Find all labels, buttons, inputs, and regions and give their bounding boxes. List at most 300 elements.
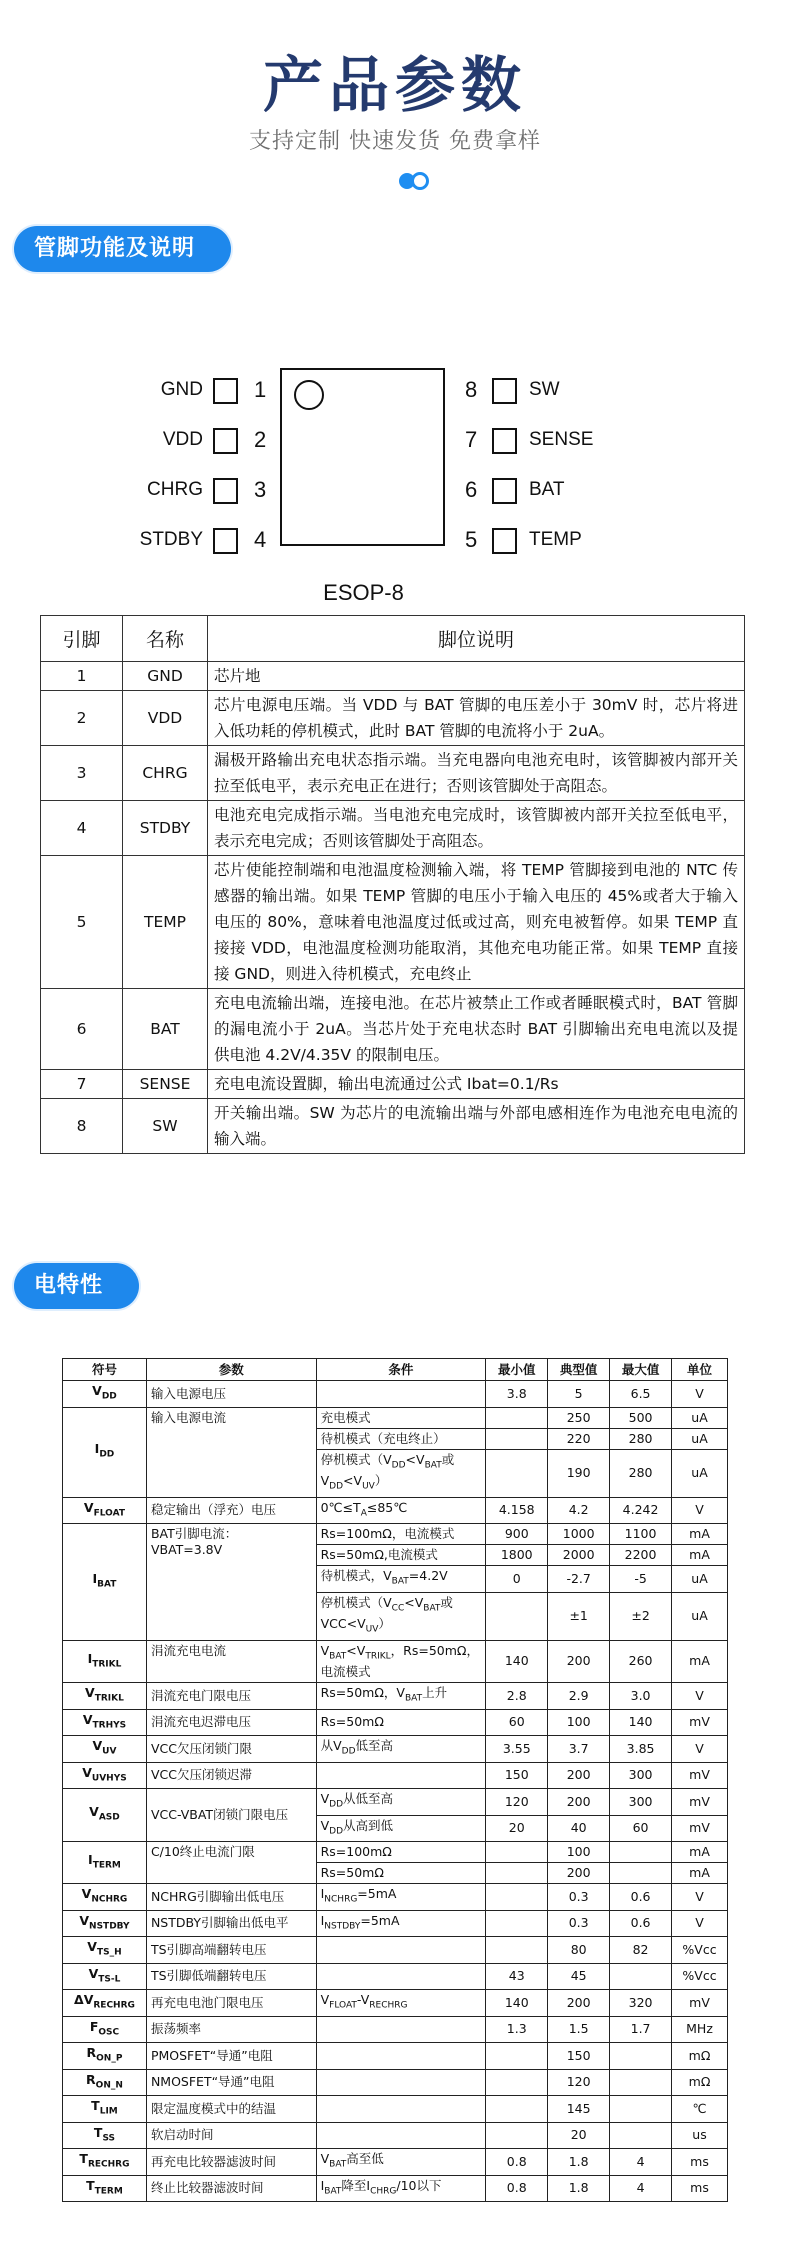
pinout-diagram (0, 350, 790, 620)
min-cell: 0.8 (486, 2149, 548, 2176)
max-cell: 300 (610, 1762, 672, 1789)
cond-cell: $0℃\le T_A\le 85℃$ (316, 1497, 486, 1524)
param-cell: 振荡频率 (146, 2016, 316, 2043)
min-cell: 900 (486, 1524, 548, 1545)
cond-cell (316, 2096, 486, 2123)
cond-cell (316, 1762, 486, 1789)
param-cell: 再充电比较器滤波时间 (146, 2149, 316, 2176)
max-cell: 4 (610, 2175, 672, 2202)
typ-cell: 200 (548, 1640, 610, 1683)
param-cell: VCC欠压闭锁门限 (146, 1736, 316, 1763)
typ-cell: 2.9 (548, 1683, 610, 1710)
param-cell: 终止比较器滤波时间 (146, 2175, 316, 2202)
unit-cell: V (672, 1497, 728, 1524)
table-row (63, 2069, 728, 2096)
pin-name-cell: STDBY (123, 801, 208, 856)
typ-cell: 1.8 (548, 2175, 610, 2202)
unit-cell: %Vcc (672, 1963, 728, 1990)
param-cell: 输入电源电压 (146, 1381, 316, 1408)
max-cell (610, 1842, 672, 1863)
typ-cell: 100 (548, 1709, 610, 1736)
unit-cell: V (672, 1736, 728, 1763)
min-cell (486, 1592, 548, 1640)
cond-cell (316, 1381, 486, 1408)
param-cell: NCHRG引脚输出低电压 (146, 1884, 316, 1911)
min-cell: 150 (486, 1762, 548, 1789)
unit-cell: mA (672, 1545, 728, 1566)
max-cell: 300 (610, 1789, 672, 1816)
min-cell: 1.3 (486, 2016, 548, 2043)
param-cell: NMOSFET“导通”电阻 (146, 2069, 316, 2096)
min-cell: 3.55 (486, 1736, 548, 1763)
max-cell (610, 2043, 672, 2070)
unit-cell: V (672, 1381, 728, 1408)
table-row (63, 1990, 728, 2017)
pin-desc-cell: 芯片地 (208, 662, 745, 691)
pin-number-cell: 1 (41, 662, 123, 691)
pin-name-cell: CHRG (123, 746, 208, 801)
cond-cell (316, 1963, 486, 1990)
unit-cell: us (672, 2122, 728, 2149)
typ-cell: 2000 (548, 1545, 610, 1566)
max-cell (610, 2069, 672, 2096)
param-cell: 输入电源电流 (146, 1407, 316, 1497)
table-row (63, 1963, 728, 1990)
param-cell: C/10终止电流门限 (146, 1842, 316, 1884)
cond-cell: $I_{BAT}$降至$I_{CHRG}/10$以下 (316, 2175, 486, 2202)
cond-cell: 从$V_{DD}$低至高 (316, 1736, 486, 1763)
typ-cell: 4.2 (548, 1497, 610, 1524)
header-max: 最大值 (610, 1359, 672, 1381)
cond-cell: 充电模式 (316, 1407, 486, 1428)
table-row (41, 801, 745, 856)
unit-cell: V (672, 1910, 728, 1937)
pin-number-cell: 7 (41, 1070, 123, 1099)
typ-cell: 40 (548, 1815, 610, 1842)
max-cell: 2200 (610, 1545, 672, 1566)
pin-name: BAT (529, 479, 565, 500)
cond-cell: $V_{BAT}<V_{TRIKL}$，Rs=50mΩ，电流模式 (316, 1640, 486, 1683)
pin-number: 4 (254, 527, 267, 552)
unit-cell: mV (672, 1815, 728, 1842)
max-cell: 3.0 (610, 1683, 672, 1710)
pin-name: SENSE (529, 429, 594, 450)
pin-left-3 (0, 478, 280, 506)
min-cell: 0.8 (486, 2175, 548, 2202)
pin-right-6 (445, 478, 790, 506)
pin-lead (492, 528, 517, 554)
min-cell (486, 2043, 548, 2070)
table-row (63, 1683, 728, 1710)
typ-cell: 145 (548, 2096, 610, 2123)
pin-number: 2 (254, 427, 267, 452)
pin-name: TEMP (529, 529, 582, 550)
min-cell: 43 (486, 1963, 548, 1990)
symbol-cell: $\Delta V_{RECHRG}$ (63, 1990, 147, 2017)
electrical-characteristics-table (62, 1358, 728, 2202)
typ-cell: 200 (548, 1863, 610, 1884)
min-cell: 1800 (486, 1545, 548, 1566)
decorative-dots-icon (399, 172, 433, 190)
table-row (63, 1842, 728, 1863)
cond-cell (316, 2043, 486, 2070)
symbol-cell: $I_{BAT}$ (63, 1524, 147, 1641)
max-cell: 3.85 (610, 1736, 672, 1763)
symbol-cell: $T_{SS}$ (63, 2122, 147, 2149)
unit-cell: uA (672, 1428, 728, 1449)
pin-number-cell: 6 (41, 989, 123, 1070)
typ-cell: 1.8 (548, 2149, 610, 2176)
min-cell (486, 2096, 548, 2123)
header-condition: 条件 (316, 1359, 486, 1381)
pin-right-8 (445, 378, 790, 406)
max-cell: 0.6 (610, 1884, 672, 1911)
param-cell: VCC欠压闭锁迟滞 (146, 1762, 316, 1789)
typ-cell: 220 (548, 1428, 610, 1449)
table-row (63, 1884, 728, 1911)
pin-name: CHRG (147, 479, 203, 500)
typ-cell: 20 (548, 2122, 610, 2149)
min-cell (486, 1842, 548, 1863)
pin-name: VDD (162, 429, 203, 450)
table-row (41, 1099, 745, 1154)
cond-cell: Rs=50mΩ，$V_{BAT}$上升 (316, 1683, 486, 1710)
unit-cell: mV (672, 1990, 728, 2017)
symbol-cell: $R_{ON\_P}$ (63, 2043, 147, 2070)
cond-cell (316, 2016, 486, 2043)
unit-cell: ℃ (672, 2096, 728, 2123)
max-cell: 60 (610, 1815, 672, 1842)
unit-cell: mΩ (672, 2043, 728, 2070)
symbol-cell: $I_{TRIKL}$ (63, 1640, 147, 1683)
symbol-cell: $I_{TERM}$ (63, 1842, 147, 1884)
header-description: 脚位说明 (208, 616, 745, 662)
unit-cell: %Vcc (672, 1937, 728, 1964)
pin-number: 7 (465, 427, 478, 452)
min-cell (486, 1428, 548, 1449)
unit-cell: uA (672, 1592, 728, 1640)
unit-cell: ms (672, 2175, 728, 2202)
pin-left-4 (0, 528, 280, 556)
pin-name-cell: TEMP (123, 856, 208, 989)
unit-cell: mA (672, 1640, 728, 1683)
min-cell: 3.8 (486, 1381, 548, 1408)
table-row (63, 2016, 728, 2043)
min-cell (486, 2069, 548, 2096)
header-pin: 引脚 (41, 616, 123, 662)
min-cell: 140 (486, 1990, 548, 2017)
typ-cell: 190 (548, 1449, 610, 1497)
unit-cell: V (672, 1884, 728, 1911)
pin-number-cell: 3 (41, 746, 123, 801)
max-cell: 4 (610, 2149, 672, 2176)
pin-desc-cell: 电池充电完成指示端。当电池充电完成时，该管脚被内部开关拉至低电平，表示充电完成；否则该管脚处于高阻态。 (208, 801, 745, 856)
max-cell: 280 (610, 1449, 672, 1497)
typ-cell: 3.7 (548, 1736, 610, 1763)
symbol-cell: $V_{UV}$ (63, 1736, 147, 1763)
table-row (63, 1736, 728, 1763)
pin-number: 8 (465, 377, 478, 402)
typ-cell: 200 (548, 1762, 610, 1789)
unit-cell: mA (672, 1842, 728, 1863)
page-subtitle: 支持定制 快速发货 免费拿样 (249, 129, 541, 154)
package-name: ESOP-8 (323, 580, 404, 605)
param-cell: 软启动时间 (146, 2122, 316, 2149)
pin-number: 1 (254, 377, 267, 402)
pin-lead (213, 478, 238, 504)
cond-cell: $I_{NCHRG}=5mA$ (316, 1884, 486, 1911)
unit-cell: mV (672, 1789, 728, 1816)
typ-cell: ±1 (548, 1592, 610, 1640)
table-row (63, 1709, 728, 1736)
param-cell: VCC-VBAT闭锁门限电压 (146, 1789, 316, 1842)
pin-name: STDBY (139, 529, 203, 550)
symbol-cell: $I_{DD}$ (63, 1407, 147, 1497)
pin1-marker-icon (294, 380, 324, 410)
typ-cell: 200 (548, 1990, 610, 2017)
param-cell: NSTDBY引脚输出低电平 (146, 1910, 316, 1937)
pin-number-cell: 8 (41, 1099, 123, 1154)
table-row (41, 746, 745, 801)
pin-left-1 (0, 378, 280, 406)
param-cell: 再充电电池门限电压 (146, 1990, 316, 2017)
typ-cell: -2.7 (548, 1566, 610, 1593)
table-row (41, 989, 745, 1070)
min-cell: 4.158 (486, 1497, 548, 1524)
pin-lead (492, 478, 517, 504)
typ-cell: 45 (548, 1963, 610, 1990)
max-cell: 500 (610, 1407, 672, 1428)
pin-right-7 (445, 428, 790, 456)
cond-cell: Rs=100mΩ，电流模式 (316, 1524, 486, 1545)
typ-cell: 100 (548, 1842, 610, 1863)
pin-desc-cell: 开关输出端。SW 为芯片的电流输出端与外部电感相连作为电池充电电流的输入端。 (208, 1099, 745, 1154)
typ-cell: 0.3 (548, 1884, 610, 1911)
cond-cell: 待机模式，$V_{BAT}=4.2V$ (316, 1566, 486, 1593)
cond-cell (316, 2069, 486, 2096)
table-row (63, 2122, 728, 2149)
symbol-cell: $V_{ASD}$ (63, 1789, 147, 1842)
min-cell: 140 (486, 1640, 548, 1683)
symbol-cell: $V_{TS\_H}$ (63, 1937, 147, 1964)
dot-ring-icon (411, 172, 429, 190)
param-cell: 涓流充电门限电压 (146, 1683, 316, 1710)
min-cell: 120 (486, 1789, 548, 1816)
cond-cell: Rs=50mΩ (316, 1863, 486, 1884)
pin-right-5 (445, 528, 790, 556)
table-row (63, 1407, 728, 1428)
min-cell (486, 1407, 548, 1428)
min-cell (486, 1863, 548, 1884)
typ-cell: 80 (548, 1937, 610, 1964)
param-cell: TS引脚低端翻转电压 (146, 1963, 316, 1990)
pin-desc-cell: 芯片使能控制端和电池温度检测输入端，将 TEMP 管脚接到电池的 NTC 传感器的输出端。如果 TEMP 管脚的电压小于输入电压的 45%或者大于输入电压的 80%，意味着电池温度过低或过高，则充电被暂停。如果 TEMP 直接接 VDD，电池温度检测功能取消，其他充电功能正常。如果 TEMP 直接接 GND，则进入待机模式，充电终止 (208, 856, 745, 989)
pin-desc-cell: 充电电流输出端，连接电池。在芯片被禁止工作或者睡眠模式时，BAT 管脚的漏电流小于 2uA。当芯片处于充电状态时 BAT 引脚输出充电电流以及提供电池 4.2V/4.35V 的限制电压。 (208, 989, 745, 1070)
symbol-cell: $V_{FLOAT}$ (63, 1497, 147, 1524)
min-cell: 60 (486, 1709, 548, 1736)
param-cell: TS引脚高端翻转电压 (146, 1937, 316, 1964)
pin-name-cell: BAT (123, 989, 208, 1070)
pin-lead (213, 528, 238, 554)
max-cell: 4.242 (610, 1497, 672, 1524)
section-heading-pin-functions: 管脚功能及说明 (14, 226, 231, 272)
min-cell: 0 (486, 1566, 548, 1593)
pin-number-cell: 5 (41, 856, 123, 989)
symbol-cell: $T_{TERM}$ (63, 2175, 147, 2202)
pin-left-2 (0, 428, 280, 456)
unit-cell: uA (672, 1566, 728, 1593)
table-row (63, 2043, 728, 2070)
typ-cell: 250 (548, 1407, 610, 1428)
cond-cell: 停机模式（$V_{CC}<V_{BAT}$或 $VCC<V_{UV}$） (316, 1592, 486, 1640)
symbol-cell: $V_{TS-L}$ (63, 1963, 147, 1990)
min-cell: 2.8 (486, 1683, 548, 1710)
table-header-row (41, 616, 745, 662)
pin-desc-cell: 漏极开路输出充电状态指示端。当充电器向电池充电时，该管脚被内部开关拉至低电平，表示充电正在进行；否则该管脚处于高阻态。 (208, 746, 745, 801)
pin-number-cell: 4 (41, 801, 123, 856)
table-row (41, 662, 745, 691)
cond-cell: $V_{FLOAT}-V_{RECHRG}$ (316, 1990, 486, 2017)
table-row (41, 1070, 745, 1099)
table-row (63, 1640, 728, 1683)
table-row (63, 1762, 728, 1789)
typ-cell: 0.3 (548, 1910, 610, 1937)
header-typ: 典型值 (548, 1359, 610, 1381)
max-cell: 1100 (610, 1524, 672, 1545)
min-cell (486, 2122, 548, 2149)
section-heading-electrical: 电特性 (14, 1263, 139, 1309)
cond-cell: $I_{NSTDBY}=5mA$ (316, 1910, 486, 1937)
max-cell: 6.5 (610, 1381, 672, 1408)
typ-cell: 1000 (548, 1524, 610, 1545)
typ-cell: 1.5 (548, 2016, 610, 2043)
pin-name: GND (160, 379, 203, 400)
cond-cell: 停机模式（$V_{DD}<V_{BAT}$或 $V_{DD}<V_{UV}$） (316, 1449, 486, 1497)
unit-cell: uA (672, 1407, 728, 1428)
cond-cell: Rs=100mΩ (316, 1842, 486, 1863)
max-cell: ±2 (610, 1592, 672, 1640)
max-cell: 140 (610, 1709, 672, 1736)
max-cell: 320 (610, 1990, 672, 2017)
symbol-cell: $V_{NSTDBY}$ (63, 1910, 147, 1937)
min-cell (486, 1884, 548, 1911)
table-row (63, 2096, 728, 2123)
typ-cell: 5 (548, 1381, 610, 1408)
min-cell (486, 1910, 548, 1937)
param-cell: 涓流充电电流 (146, 1640, 316, 1683)
pin-name-cell: VDD (123, 691, 208, 746)
page-title: 产品参数 (263, 51, 527, 121)
max-cell: -5 (610, 1566, 672, 1593)
max-cell: 280 (610, 1428, 672, 1449)
typ-cell: 120 (548, 2069, 610, 2096)
table-row (63, 1524, 728, 1545)
table-row (63, 1937, 728, 1964)
typ-cell: 200 (548, 1789, 610, 1816)
pin-name: SW (529, 379, 560, 400)
unit-cell: mA (672, 1524, 728, 1545)
unit-cell: MHz (672, 2016, 728, 2043)
min-cell (486, 1937, 548, 1964)
table-row (63, 1789, 728, 1816)
max-cell: 260 (610, 1640, 672, 1683)
param-cell: 限定温度模式中的结温 (146, 2096, 316, 2123)
cond-cell: $V_{DD}$从低至高 (316, 1789, 486, 1816)
unit-cell: mV (672, 1709, 728, 1736)
pin-number: 3 (254, 477, 267, 502)
max-cell (610, 2122, 672, 2149)
param-cell: 稳定输出（浮充）电压 (146, 1497, 316, 1524)
pin-desc-cell: 充电电流设置脚，输出电流通过公式 Ibat=0.1/Rs (208, 1070, 745, 1099)
cond-cell: Rs=50mΩ (316, 1709, 486, 1736)
pin-lead (213, 378, 238, 404)
symbol-cell: $V_{UVHYS}$ (63, 1762, 147, 1789)
header-name: 名称 (123, 616, 208, 662)
symbol-cell: $V_{TRIKL}$ (63, 1683, 147, 1710)
symbol-cell: $T_{LIM}$ (63, 2096, 147, 2123)
max-cell (610, 2096, 672, 2123)
header-symbol: 符号 (63, 1359, 147, 1381)
pin-lead (492, 428, 517, 454)
pin-lead (213, 428, 238, 454)
max-cell (610, 1863, 672, 1884)
symbol-cell: $F_{OSC}$ (63, 2016, 147, 2043)
pin-name-cell: SW (123, 1099, 208, 1154)
table-row (41, 691, 745, 746)
cond-cell (316, 2122, 486, 2149)
unit-cell: ms (672, 2149, 728, 2176)
param-cell: BAT引脚电流： VBAT=3.8V (146, 1524, 316, 1641)
typ-cell: 150 (548, 2043, 610, 2070)
header-parameter: 参数 (146, 1359, 316, 1381)
max-cell (610, 1963, 672, 1990)
symbol-cell: $V_{TRHYS}$ (63, 1709, 147, 1736)
param-cell: PMOSFET“导通”电阻 (146, 2043, 316, 2070)
param-cell: 涓流充电迟滞电压 (146, 1709, 316, 1736)
unit-cell: mA (672, 1863, 728, 1884)
cond-cell: Rs=50mΩ,电流模式 (316, 1545, 486, 1566)
table-row (63, 1381, 728, 1408)
unit-cell: V (672, 1683, 728, 1710)
pin-function-table (40, 615, 745, 1154)
min-cell (486, 1449, 548, 1497)
cond-cell: 待机模式（充电终止） (316, 1428, 486, 1449)
min-cell: 20 (486, 1815, 548, 1842)
header-min: 最小值 (486, 1359, 548, 1381)
table-row (63, 2149, 728, 2176)
unit-cell: uA (672, 1449, 728, 1497)
pin-number-cell: 2 (41, 691, 123, 746)
table-row (41, 856, 745, 989)
header-unit: 单位 (672, 1359, 728, 1381)
pin-number: 6 (465, 477, 478, 502)
symbol-cell: $V_{DD}$ (63, 1381, 147, 1408)
cond-cell (316, 1937, 486, 1964)
pin-name-cell: SENSE (123, 1070, 208, 1099)
max-cell: 0.6 (610, 1910, 672, 1937)
symbol-cell: $T_{RECHRG}$ (63, 2149, 147, 2176)
table-row (63, 1497, 728, 1524)
symbol-cell: $R_{ON\_N}$ (63, 2069, 147, 2096)
symbol-cell: $V_{NCHRG}$ (63, 1884, 147, 1911)
table-row (63, 1910, 728, 1937)
max-cell: 82 (610, 1937, 672, 1964)
cond-cell: $V_{DD}$从高到低 (316, 1815, 486, 1842)
pin-lead (492, 378, 517, 404)
unit-cell: mV (672, 1762, 728, 1789)
pin-name-cell: GND (123, 662, 208, 691)
cond-cell: $V_{BAT}$高至低 (316, 2149, 486, 2176)
